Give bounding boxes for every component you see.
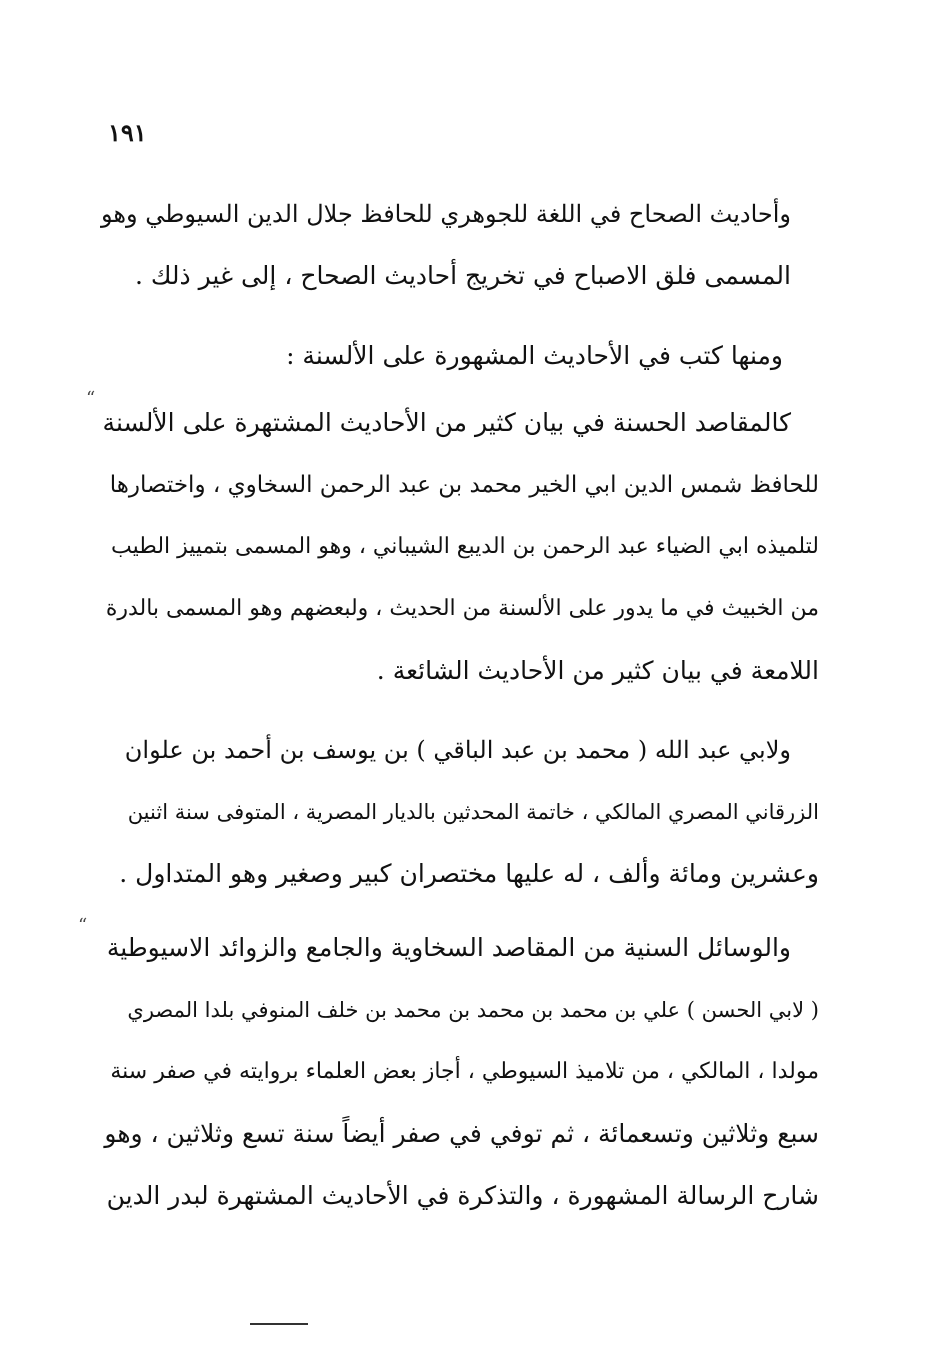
paragraph-maqasid bbox=[100, 392, 819, 702]
text-line: المسمى فلق الاصباح في تخريج أحاديث الصحاح ، إلى غير ذلك . bbox=[134, 261, 791, 290]
paragraph-wasail bbox=[100, 917, 819, 1227]
text-line: شارح الرسالة المشهورة ، والتذكرة في الأحاديث المشتهرة لبدر الدين bbox=[106, 1181, 819, 1210]
text-line: مولدا ، المالكي ، من تلاميذ السيوطي ، أجاز بعض العلماء بروايته في صفر سنة bbox=[110, 1059, 819, 1084]
text-line: وعشرين ومائة وألف ، له عليها مختصران كبير وصغير وهو المتداول . bbox=[119, 859, 819, 888]
text-line: الزرقاني المصري المالكي ، خاتمة المحدثين بالديار المصرية ، المتوفى سنة اثنين bbox=[127, 800, 819, 824]
text-line: ( لابي الحسن ) علي بن محمد بن محمد بن محمد بن خلف المنوفي بلدا المصري bbox=[127, 998, 819, 1022]
margin-quote-mark: “ bbox=[78, 915, 88, 936]
text-line: سبع وثلاثين وتسعمائة ، ثم توفي في صفر أيضاً سنة تسع وثلاثين ، وهو bbox=[104, 1119, 819, 1148]
text-line: من الخبيث في ما يدور على الألسنة من الحديث ، ولبعضهم وهو المسمى بالدرة bbox=[105, 596, 819, 621]
text-line: للحافظ شمس الدين ابي الخير محمد بن عبد الرحمن السخاوي ، واختصارها bbox=[109, 472, 819, 498]
text-line: كالمقاصد الحسنة في بيان كثير من الأحاديث المشتهرة على الألسنة bbox=[102, 408, 791, 437]
text-line: لتلميذه ابي الضياء عبد الرحمن بن الديبع الشيباني ، وهو المسمى بتمييز الطيب bbox=[111, 534, 819, 559]
paragraph-sahah-hadiths bbox=[100, 183, 819, 307]
margin-quote-mark: “ bbox=[86, 388, 96, 409]
text-line: اللامعة في بيان كثير من الأحاديث الشائعة . bbox=[376, 656, 819, 685]
text-line: والوسائل السنية من المقاصد السخاوية والجامع والزوائد الاسيوطية bbox=[106, 933, 791, 962]
paragraph-zurqani bbox=[100, 719, 819, 905]
text-line: ولابي عبد الله ( محمد بن عبد الباقي ) بن يوسف بن أحمد بن علوان bbox=[124, 736, 791, 764]
footer-dash-mark bbox=[250, 1323, 308, 1325]
text-line: وأحاديث الصحاح في اللغة للجوهري للحافظ جلال الدين السيوطي وهو bbox=[101, 200, 791, 228]
heading-line: ومنها كتب في الأحاديث المشهورة على الألسنة : bbox=[286, 341, 783, 370]
page-number: ١٩١ bbox=[108, 118, 147, 147]
section-heading bbox=[100, 325, 819, 387]
